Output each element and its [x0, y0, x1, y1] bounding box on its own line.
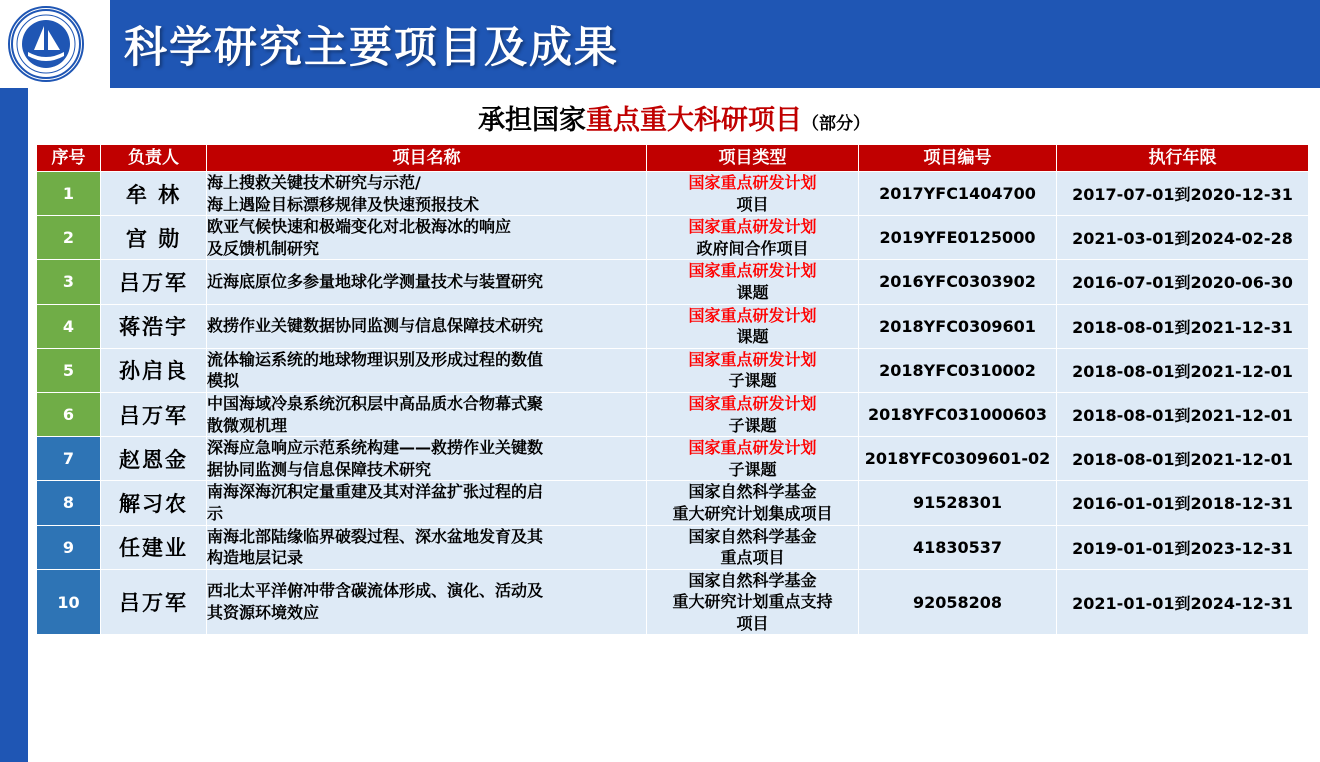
- cell-period: 2019-01-01到2023-12-31: [1057, 525, 1309, 569]
- cell-project-type: [647, 260, 859, 304]
- header-banner: [0, 0, 1320, 88]
- cell-leader: 蒋浩宇: [101, 304, 207, 348]
- cell-project-type: [647, 525, 859, 569]
- cell-project-number: 2018YFC0309601-02: [859, 437, 1057, 481]
- cell-project-name: 救捞作业关键数据协同监测与信息保障技术研究: [207, 304, 647, 348]
- cell-period: 2018-08-01到2021-12-01: [1057, 437, 1309, 481]
- cell-project-number: 92058208: [859, 569, 1057, 635]
- cell-period: 2018-08-01到2021-12-01: [1057, 348, 1309, 392]
- cell-leader: 宫 勋: [101, 216, 207, 260]
- cell-period: 2017-07-01到2020-12-31: [1057, 172, 1309, 216]
- table-row: [37, 216, 1309, 260]
- project-type-line: 国家自然科学基金: [688, 526, 817, 546]
- table-header-row: [37, 145, 1309, 172]
- university-emblem-icon: [8, 6, 84, 82]
- cell-project-number: 2019YFE0125000: [859, 216, 1057, 260]
- subtitle-suffix: （部分）: [802, 114, 870, 134]
- cell-leader: 吕万军: [101, 569, 207, 635]
- project-type-line: 子课题: [728, 459, 777, 479]
- cell-project-number: 41830537: [859, 525, 1057, 569]
- col-header-project-name: 项目名称: [207, 145, 647, 172]
- project-type-highlight: 国家重点研发计划: [688, 261, 817, 281]
- cell-index: 8: [37, 481, 101, 525]
- table-row: [37, 437, 1309, 481]
- cell-period: 2016-07-01到2020-06-30: [1057, 260, 1309, 304]
- project-type-line: 政府间合作项目: [696, 238, 809, 258]
- page-title: 科学研究主要项目及成果: [124, 23, 619, 73]
- cell-leader: 吕万军: [101, 260, 207, 304]
- cell-index: 4: [37, 304, 101, 348]
- table-row: [37, 172, 1309, 216]
- cell-project-name: 深海应急响应示范系统构建——救捞作业关键数 据协同监测与信息保障技术研究: [207, 437, 647, 481]
- left-decor-rail: [0, 88, 28, 762]
- cell-project-name: 近海底原位多参量地球化学测量技术与装置研究: [207, 260, 647, 304]
- cell-project-type: [647, 348, 859, 392]
- subtitle-prefix: 承担国家: [478, 105, 586, 136]
- project-type-highlight: 国家重点研发计划: [688, 305, 817, 325]
- table-row: [37, 260, 1309, 304]
- section-subtitle: [28, 98, 1320, 137]
- projects-table: [36, 144, 1309, 635]
- project-type-highlight: 国家重点研发计划: [688, 217, 817, 237]
- table-row: [37, 525, 1309, 569]
- cell-index: 5: [37, 348, 101, 392]
- cell-project-number: 2018YFC0310002: [859, 348, 1057, 392]
- cell-period: 2018-08-01到2021-12-01: [1057, 392, 1309, 436]
- project-type-line: 子课题: [728, 415, 777, 435]
- project-type-line: 国家自然科学基金: [688, 482, 817, 502]
- project-type-line: 重大研究计划重点支持: [672, 592, 833, 612]
- cell-index: 9: [37, 525, 101, 569]
- cell-index: 2: [37, 216, 101, 260]
- cell-leader: 任建业: [101, 525, 207, 569]
- cell-leader: 牟 林: [101, 172, 207, 216]
- cell-period: 2018-08-01到2021-12-31: [1057, 304, 1309, 348]
- col-header-project-number: 项目编号: [859, 145, 1057, 172]
- cell-leader: 孙启良: [101, 348, 207, 392]
- cell-period: 2016-01-01到2018-12-31: [1057, 481, 1309, 525]
- col-header-period: 执行年限: [1057, 145, 1309, 172]
- cell-index: 1: [37, 172, 101, 216]
- cell-project-number: 2018YFC0309601: [859, 304, 1057, 348]
- table-row: [37, 304, 1309, 348]
- cell-index: 7: [37, 437, 101, 481]
- project-type-highlight: 国家重点研发计划: [688, 438, 817, 458]
- project-type-line: 子课题: [728, 371, 777, 391]
- cell-project-type: [647, 569, 859, 635]
- cell-project-type: [647, 216, 859, 260]
- cell-project-name: 中国海域冷泉系统沉积层中高品质水合物幕式聚 散微观机理: [207, 392, 647, 436]
- project-type-line: 重大研究计划集成项目: [672, 503, 833, 523]
- cell-leader: 解习农: [101, 481, 207, 525]
- cell-project-type: [647, 172, 859, 216]
- cell-project-name: 南海深海沉积定量重建及其对洋盆扩张过程的启 示: [207, 481, 647, 525]
- cell-leader: 赵恩金: [101, 437, 207, 481]
- subtitle-highlight: 重点重大科研项目: [586, 105, 802, 136]
- cell-project-number: 91528301: [859, 481, 1057, 525]
- cell-project-type: [647, 304, 859, 348]
- project-type-highlight: 国家重点研发计划: [688, 349, 817, 369]
- col-header-leader: 负责人: [101, 145, 207, 172]
- project-type-highlight: 国家重点研发计划: [688, 393, 817, 413]
- cell-project-number: 2017YFC1404700: [859, 172, 1057, 216]
- cell-index: 6: [37, 392, 101, 436]
- cell-project-type: [647, 437, 859, 481]
- col-header-project-type: 项目类型: [647, 145, 859, 172]
- project-type-line: 重点项目: [720, 548, 785, 568]
- table-row: [37, 392, 1309, 436]
- cell-project-name: 西北太平洋俯冲带含碳流体形成、演化、活动及 其资源环境效应: [207, 569, 647, 635]
- cell-project-name: 欧亚气候快速和极端变化对北极海冰的响应 及反馈机制研究: [207, 216, 647, 260]
- cell-project-type: [647, 481, 859, 525]
- cell-project-name: 南海北部陆缘临界破裂过程、深水盆地发育及其 构造地层记录: [207, 525, 647, 569]
- table-row: [37, 569, 1309, 635]
- table-body: [37, 172, 1309, 635]
- cell-period: 2021-01-01到2024-12-31: [1057, 569, 1309, 635]
- project-type-line: 项目: [736, 613, 769, 633]
- cell-period: 2021-03-01到2024-02-28: [1057, 216, 1309, 260]
- project-type-line: 项目: [736, 194, 769, 214]
- project-type-line: 课题: [736, 282, 769, 302]
- project-type-line: 国家自然科学基金: [688, 570, 817, 590]
- cell-project-number: 2018YFC031000603: [859, 392, 1057, 436]
- cell-leader: 吕万军: [101, 392, 207, 436]
- cell-project-name: 流体输运系统的地球物理识别及形成过程的数值 模拟: [207, 348, 647, 392]
- projects-table-wrap: [36, 144, 1308, 635]
- project-type-line: 课题: [736, 327, 769, 347]
- cell-index: 10: [37, 569, 101, 635]
- col-header-index: 序号: [37, 145, 101, 172]
- cell-project-name: 海上搜救关键技术研究与示范/ 海上遇险目标漂移规律及快速预报技术: [207, 172, 647, 216]
- table-row: [37, 481, 1309, 525]
- cell-project-type: [647, 392, 859, 436]
- table-row: [37, 348, 1309, 392]
- project-type-highlight: 国家重点研发计划: [688, 173, 817, 192]
- cell-project-number: 2016YFC0303902: [859, 260, 1057, 304]
- cell-index: 3: [37, 260, 101, 304]
